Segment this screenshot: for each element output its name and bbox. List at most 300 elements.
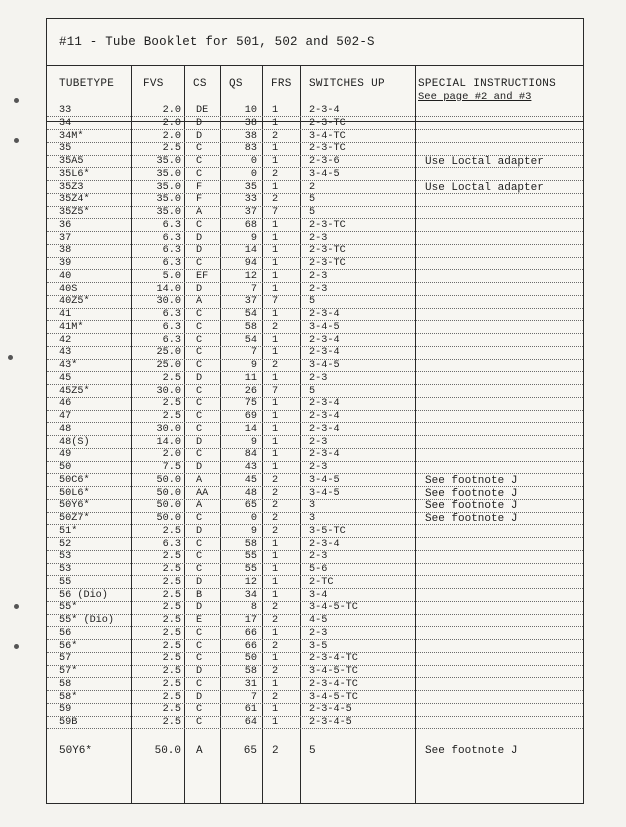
tubetype-cell: 43* [59, 360, 78, 371]
fvs-cell: 2.5 [162, 576, 181, 588]
col-header-frs: FRS [271, 78, 292, 90]
frs-cell: 2 [272, 691, 279, 703]
qs-cell: 14 [244, 245, 257, 257]
cs-cell: C [196, 334, 203, 346]
switches-cell: 2-3 [309, 232, 328, 244]
switches-cell: 3-4-5 [309, 487, 340, 499]
frs-cell: 2 [272, 602, 279, 614]
fvs-cell: 14.0 [156, 436, 181, 448]
qs-cell: 75 [244, 398, 257, 410]
fvs-cell: 2.0 [162, 449, 181, 461]
frs-cell: 1 [272, 334, 279, 346]
qs-cell: 64 [244, 717, 257, 728]
tubetype-cell: 56 [59, 627, 72, 639]
switches-cell: 2-3-6 [309, 156, 340, 167]
qs-cell: 0 [250, 513, 257, 524]
qs-cell: 45 [244, 474, 257, 486]
qs-cell: 17 [244, 615, 257, 626]
tubetype-cell: 40S [59, 283, 78, 295]
qs-cell: 69 [244, 411, 257, 422]
switches-cell: 2-3-4 [309, 334, 340, 346]
tubetype-cell: 45 [59, 372, 72, 384]
fvs-cell: 2.5 [162, 398, 181, 410]
switches-cell: 2-3-TC [309, 219, 346, 231]
table-row [47, 196, 583, 206]
frs-cell: 1 [272, 704, 279, 716]
tubetype-cell: 59B [59, 717, 78, 728]
qs-cell: 94 [244, 258, 257, 269]
page-mark [14, 98, 19, 103]
table-row [47, 678, 583, 691]
tubetype-cell: 55* (Dio) [59, 615, 115, 626]
table-row [47, 349, 583, 359]
switches-cell: 3-4-TC [309, 130, 346, 142]
table-row [47, 168, 583, 181]
switches-cell: 2-3-4 [309, 105, 340, 116]
col-header-cs: CS [193, 78, 207, 90]
fvs-cell: 2.0 [162, 117, 181, 129]
frs-cell: 1 [272, 347, 279, 359]
frs-cell: 2 [272, 615, 279, 626]
fvs-cell: 35.0 [156, 194, 181, 206]
cs-cell: A [196, 744, 203, 757]
cs-cell: E [196, 615, 203, 626]
frs-cell: 1 [272, 105, 279, 116]
tubetype-cell: 50L6* [59, 487, 90, 499]
frs-cell: 1 [272, 258, 279, 269]
cs-cell: A [196, 207, 203, 218]
frs-cell: 2 [272, 487, 279, 499]
frs-cell: 2 [272, 168, 279, 180]
table-row [47, 617, 583, 627]
frs-cell: 1 [272, 551, 279, 563]
table-row [47, 604, 583, 614]
table-row [47, 107, 583, 117]
tubetype-cell: 35A5 [59, 156, 84, 167]
table-row [47, 334, 583, 347]
frs-cell: 1 [272, 117, 279, 129]
tubetype-cell: 34M* [59, 130, 84, 142]
switches-cell: 3-4-5-TC [309, 666, 358, 677]
fvs-cell: 2.5 [162, 143, 181, 155]
qs-cell: 68 [244, 219, 257, 231]
table-row [47, 744, 583, 758]
fvs-cell: 7.5 [162, 462, 181, 473]
fvs-cell: 6.3 [162, 309, 181, 320]
tubetype-cell: 50 [59, 462, 72, 473]
special-cell: See footnote J [425, 500, 518, 513]
frs-cell: 1 [272, 462, 279, 473]
fvs-cell: 2.5 [162, 627, 181, 639]
switches-cell: 3-4-5 [309, 168, 340, 180]
switches-cell: 3-4-5 [309, 360, 340, 371]
tubetype-cell: 50Y6* [59, 744, 93, 757]
table-row [47, 400, 583, 410]
special-cell: See footnote J [425, 474, 518, 487]
switches-cell: 2-3-4-5 [309, 704, 352, 716]
switches-cell: 5 [309, 296, 316, 308]
table-row [47, 117, 583, 130]
frs-cell: 1 [272, 309, 279, 320]
table-row [47, 706, 583, 716]
tubetype-cell: 48(S) [59, 436, 90, 448]
switches-cell: 2-3 [309, 436, 328, 448]
frs-cell: 1 [272, 156, 279, 167]
frs-cell: 1 [272, 372, 279, 384]
tubetype-cell: 39 [59, 258, 72, 269]
qs-cell: 7 [250, 283, 257, 295]
fvs-cell: 35.0 [156, 207, 181, 218]
cs-cell: C [196, 653, 203, 665]
cs-cell: A [196, 296, 203, 308]
cs-cell: C [196, 640, 203, 652]
switches-cell: 5 [309, 744, 316, 757]
page-mark [14, 644, 19, 649]
col-header-fvs: FVS [143, 78, 164, 90]
col-header-qs: QS [229, 78, 243, 90]
table-row [47, 247, 583, 257]
fvs-cell: 2.5 [162, 372, 181, 384]
frs-cell: 2 [272, 500, 279, 512]
frs-cell: 7 [272, 296, 279, 308]
cs-cell: C [196, 423, 203, 435]
qs-cell: 12 [244, 576, 257, 588]
table-row [47, 525, 583, 538]
fvs-cell: 2.5 [162, 551, 181, 563]
switches-cell: 3-4-5-TC [309, 602, 358, 614]
qs-cell: 58 [244, 538, 257, 550]
frs-cell: 1 [272, 589, 279, 601]
tubetype-cell: 40 [59, 270, 72, 282]
fvs-cell: 25.0 [156, 360, 181, 371]
frs-cell: 2 [272, 130, 279, 142]
table-row [47, 413, 583, 423]
switches-cell: 2-3-4 [309, 411, 340, 422]
cs-cell: C [196, 564, 203, 575]
fvs-cell: 30.0 [156, 296, 181, 308]
tubetype-cell: 50C6* [59, 474, 90, 486]
table-row [47, 270, 583, 283]
cs-cell: C [196, 321, 203, 333]
tubetype-cell: 46 [59, 398, 72, 410]
qs-cell: 61 [244, 704, 257, 716]
switches-cell: 2-TC [309, 576, 334, 588]
switches-cell: 5 [309, 385, 316, 397]
switches-cell: 2-3-4 [309, 449, 340, 461]
frs-cell: 1 [272, 143, 279, 155]
fvs-cell: 50.0 [156, 500, 181, 512]
switches-cell: 2-3 [309, 372, 328, 384]
table-row [47, 487, 583, 500]
col-header-switches: SWITCHES UP [309, 78, 385, 90]
table-row [47, 640, 583, 653]
qs-cell: 43 [244, 462, 257, 473]
table-row [47, 385, 583, 398]
qs-cell: 37 [244, 207, 257, 218]
frs-cell: 2 [272, 640, 279, 652]
qs-cell: 65 [244, 500, 257, 512]
qs-cell: 9 [250, 232, 257, 244]
table-row [47, 576, 583, 589]
table-row [47, 260, 583, 270]
table-row [47, 436, 583, 449]
qs-cell: 54 [244, 334, 257, 346]
header-top-rule [47, 65, 583, 66]
tubetype-cell: 36 [59, 219, 72, 231]
fvs-cell: 6.3 [162, 258, 181, 269]
fvs-cell: 5.0 [162, 270, 181, 282]
cs-cell: D [196, 245, 203, 257]
frs-cell: 2 [272, 513, 279, 524]
qs-cell: 84 [244, 449, 257, 461]
cs-cell: C [196, 411, 203, 422]
frs-cell: 1 [272, 423, 279, 435]
cs-cell: C [196, 513, 203, 524]
frs-cell: 1 [272, 627, 279, 639]
frs-cell: 2 [272, 360, 279, 371]
table-row [47, 566, 583, 576]
qs-cell: 12 [244, 270, 257, 282]
table-row [47, 311, 583, 321]
cs-cell: C [196, 347, 203, 359]
cs-cell: C [196, 551, 203, 563]
fvs-cell: 2.5 [162, 602, 181, 614]
qs-cell: 10 [244, 105, 257, 116]
tubetype-cell: 43 [59, 347, 72, 359]
tubetype-cell: 45Z5* [59, 385, 90, 397]
cs-cell: D [196, 283, 203, 295]
cs-cell: C [196, 449, 203, 461]
table-row [47, 232, 583, 245]
tubetype-cell: 42 [59, 334, 72, 346]
fvs-cell: 2.0 [162, 130, 181, 142]
switches-cell: 3 [309, 500, 316, 512]
fvs-cell: 2.5 [162, 564, 181, 575]
page-mark [8, 355, 13, 360]
tubetype-cell: 56 (Dio) [59, 589, 108, 601]
frs-cell: 1 [272, 653, 279, 665]
tubetype-cell: 58* [59, 691, 78, 703]
switches-cell: 2-3-TC [309, 245, 346, 257]
tubetype-cell: 35Z4* [59, 194, 90, 206]
fvs-cell: 2.0 [162, 105, 181, 116]
frs-cell: 1 [272, 678, 279, 690]
switches-cell: 5 [309, 207, 316, 218]
switches-cell: 2-3-4-TC [309, 678, 358, 690]
qs-cell: 65 [243, 744, 257, 757]
tubetype-cell: 35Z3 [59, 181, 84, 193]
frs-cell: 2 [272, 525, 279, 537]
switches-cell: 3 [309, 513, 316, 524]
frs-cell: 1 [272, 576, 279, 588]
qs-cell: 48 [244, 487, 257, 499]
cs-cell: D [196, 602, 203, 614]
table-row [47, 538, 583, 551]
cs-cell: C [196, 385, 203, 397]
cs-cell: C [196, 258, 203, 269]
table-row [47, 145, 583, 155]
switches-cell: 2-3-TC [309, 143, 346, 155]
cs-cell: F [196, 181, 203, 193]
page-mark [14, 138, 19, 143]
cs-cell: C [196, 143, 203, 155]
table-row [47, 502, 583, 512]
qs-cell: 0 [250, 168, 257, 180]
switches-cell: 5 [309, 194, 316, 206]
table-row [47, 372, 583, 385]
qs-cell: 31 [244, 678, 257, 690]
qs-cell: 14 [244, 423, 257, 435]
page-mark [14, 604, 19, 609]
cs-cell: D [196, 232, 203, 244]
tubetype-cell: 47 [59, 411, 72, 422]
frs-cell: 1 [272, 449, 279, 461]
qs-cell: 9 [250, 525, 257, 537]
tubetype-cell: 55 [59, 576, 72, 588]
switches-cell: 2-3 [309, 270, 328, 282]
qs-cell: 66 [244, 627, 257, 639]
cs-cell: C [196, 309, 203, 320]
table-row [47, 209, 583, 219]
cs-cell: C [196, 538, 203, 550]
frs-cell: 2 [272, 474, 279, 486]
col-header-special: SPECIAL INSTRUCTIONS [418, 78, 557, 90]
qs-cell: 58 [244, 321, 257, 333]
table-row [47, 423, 583, 436]
table-row [47, 655, 583, 665]
tubetype-cell: 50Y6* [59, 500, 90, 512]
fvs-cell: 2.5 [162, 691, 181, 703]
switches-cell: 2-3 [309, 551, 328, 563]
tubetype-cell: 53 [59, 564, 72, 575]
table-row [47, 130, 583, 143]
tubetype-cell: 57* [59, 666, 78, 677]
frs-cell: 7 [272, 385, 279, 397]
fvs-cell: 6.3 [162, 334, 181, 346]
cs-cell: C [196, 360, 203, 371]
table-row [47, 362, 583, 372]
switches-cell: 3-4-5-TC [309, 691, 358, 703]
qs-cell: 33 [244, 194, 257, 206]
table-row [47, 321, 583, 334]
tubetype-cell: 49 [59, 449, 72, 461]
switches-cell: 2-3-4 [309, 347, 340, 359]
fvs-cell: 2.5 [162, 717, 181, 728]
fvs-cell: 35.0 [156, 181, 181, 193]
tube-chart-sheet [46, 18, 584, 804]
fvs-cell: 2.5 [162, 640, 181, 652]
cs-cell: EF [196, 270, 209, 282]
cs-cell: D [196, 525, 203, 537]
cs-cell: AA [196, 487, 209, 499]
tubetype-cell: 35Z5* [59, 207, 90, 218]
cs-cell: D [196, 130, 203, 142]
tubetype-cell: 37 [59, 232, 72, 244]
table-row [47, 219, 583, 232]
tubetype-cell: 59 [59, 704, 72, 716]
frs-cell: 1 [272, 219, 279, 231]
cs-cell: D [196, 436, 203, 448]
cs-cell: C [196, 168, 203, 180]
qs-cell: 0 [250, 156, 257, 167]
frs-cell: 1 [272, 245, 279, 257]
qs-cell: 38 [244, 130, 257, 142]
cs-cell: F [196, 194, 203, 206]
cs-cell: D [196, 691, 203, 703]
tubetype-cell: 38 [59, 245, 72, 257]
frs-cell: 1 [272, 436, 279, 448]
fvs-cell: 50.0 [156, 487, 181, 499]
fvs-cell: 2.5 [162, 704, 181, 716]
qs-cell: 55 [244, 564, 257, 575]
col-header-tubetype: TUBETYPE [59, 78, 115, 90]
tubetype-cell: 35 [59, 143, 72, 155]
fvs-cell: 50.0 [156, 474, 181, 486]
table-row [47, 474, 583, 487]
fvs-cell: 6.3 [162, 321, 181, 333]
fvs-cell: 2.5 [162, 678, 181, 690]
cs-cell: A [196, 474, 203, 486]
frs-cell: 1 [272, 538, 279, 550]
switches-cell: 2-3 [309, 462, 328, 473]
frs-cell: 1 [272, 398, 279, 410]
tubetype-cell: 40Z5* [59, 296, 90, 308]
special-cell: See footnote J [425, 487, 518, 500]
switches-cell: 3-4 [309, 589, 328, 601]
tubetype-cell: 53 [59, 551, 72, 563]
switches-cell: 2-3-4 [309, 398, 340, 410]
frs-cell: 1 [272, 717, 279, 728]
table-row [47, 283, 583, 296]
frs-cell: 7 [272, 207, 279, 218]
fvs-cell: 2.5 [162, 666, 181, 677]
qs-cell: 50 [244, 653, 257, 665]
frs-cell: 1 [272, 181, 279, 193]
tubetype-cell: 56* [59, 640, 78, 652]
qs-cell: 55 [244, 551, 257, 563]
qs-cell: 7 [250, 347, 257, 359]
qs-cell: 34 [244, 589, 257, 601]
switches-cell: 2-3 [309, 627, 328, 639]
tubetype-cell: 41M* [59, 321, 84, 333]
cs-cell: DE [196, 105, 209, 116]
fvs-cell: 25.0 [156, 347, 181, 359]
switches-cell: 5-6 [309, 564, 328, 575]
cs-cell: C [196, 219, 203, 231]
qs-cell: 83 [244, 143, 257, 155]
qs-cell: 11 [244, 372, 257, 384]
table-row [47, 719, 583, 729]
fvs-cell: 6.3 [162, 245, 181, 257]
fvs-cell: 35.0 [156, 168, 181, 180]
cs-cell: D [196, 462, 203, 473]
tubetype-cell: 52 [59, 538, 72, 550]
qs-cell: 38 [244, 117, 257, 129]
fvs-cell: 6.3 [162, 538, 181, 550]
tubetype-cell: 58 [59, 678, 72, 690]
switches-cell: 4-5 [309, 615, 328, 626]
switches-cell: 2-3-4 [309, 423, 340, 435]
switches-cell: 2-3-4-TC [309, 653, 358, 665]
frs-cell: 1 [272, 564, 279, 575]
qs-cell: 58 [244, 666, 257, 677]
switches-cell: 2-3-TC [309, 117, 346, 129]
qs-cell: 9 [250, 436, 257, 448]
qs-cell: 37 [244, 296, 257, 308]
cs-cell: C [196, 717, 203, 728]
fvs-cell: 14.0 [156, 283, 181, 295]
special-cell: See footnote J [425, 513, 518, 525]
